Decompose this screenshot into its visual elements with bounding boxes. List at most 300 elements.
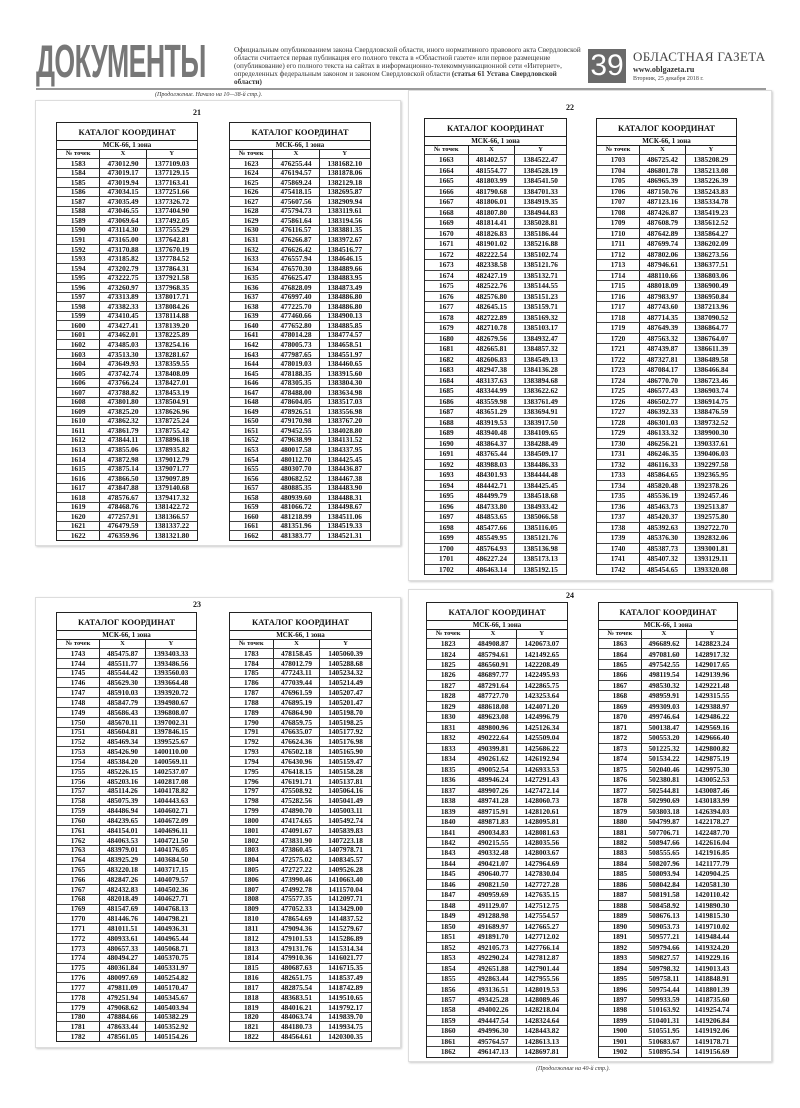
x-coordinate-cell: 489871.83	[470, 817, 516, 826]
y-coordinate-cell: 1427901.44	[524, 963, 560, 973]
y-coordinate-cell: 1405207.47	[328, 688, 363, 698]
y-coordinate-cell: 1418801.39	[694, 984, 730, 994]
x-coordinate-cell: 473019.17	[100, 169, 146, 178]
point-number-cell: 1886	[599, 880, 642, 889]
table-row	[425, 418, 566, 429]
issue-date: Вторник, 25 декабря 2018 г.	[633, 76, 704, 82]
table-row	[597, 544, 736, 555]
x-coordinate-cell: 485511.77	[100, 659, 146, 668]
table-row	[57, 855, 196, 865]
y-coordinate-cell: 1407223.18	[328, 835, 363, 845]
x-coordinate-cell: 483137.63	[469, 376, 516, 386]
table-row	[427, 901, 567, 911]
x-coordinate-cell: 490821.50	[470, 880, 516, 889]
x-coordinate-cell: 481807.80	[469, 208, 516, 218]
table-row	[57, 885, 196, 895]
table-row	[57, 964, 196, 974]
table-row	[57, 188, 197, 198]
coordinate-catalog-table	[229, 122, 371, 541]
x-coordinate-cell: 487642.89	[640, 229, 686, 239]
point-number-cell: 1611	[57, 426, 100, 435]
x-coordinate-cell: 490052.54	[470, 765, 516, 774]
table-row	[57, 1013, 196, 1023]
y-coordinate-cell: 1427512.75	[524, 900, 560, 910]
table-row	[427, 723, 567, 733]
point-number-cell: 1685	[425, 386, 469, 396]
table-row	[425, 365, 566, 376]
point-number-cell: 1616	[57, 474, 100, 483]
point-number-cell: 1746	[57, 678, 100, 687]
y-coordinate-cell: 1422208.49	[524, 660, 560, 670]
point-number-cell: 1882	[599, 838, 642, 847]
point-number-cell: 1668	[425, 208, 469, 218]
table-row	[57, 379, 197, 389]
table-row	[425, 155, 566, 166]
point-number-cell: 1797	[230, 787, 274, 796]
y-coordinate-cell: 1419206.84	[694, 1015, 730, 1025]
x-coordinate-cell: 485407.32	[640, 554, 686, 564]
table-row	[57, 944, 196, 954]
table-row	[425, 239, 566, 250]
x-coordinate-cell: 472575.02	[274, 855, 321, 864]
x-coordinate-cell: 485544.42	[100, 669, 146, 678]
table-row	[57, 708, 196, 718]
x-coordinate-cell: 476479.59	[100, 522, 146, 531]
point-number-cell: 1721	[597, 344, 640, 354]
point-number-cell: 1736	[597, 502, 640, 512]
table-row	[57, 993, 196, 1003]
y-coordinate-cell: 1388476.59	[693, 407, 729, 417]
x-coordinate-cell: 485536.19	[640, 491, 686, 501]
point-number-cell: 1827	[427, 681, 470, 690]
point-number-cell: 1674	[425, 271, 469, 281]
table-row	[230, 245, 370, 255]
x-coordinate-cell: 487563.32	[640, 334, 686, 344]
x-coordinate-cell: 486801.78	[640, 166, 686, 176]
table-row	[427, 649, 567, 659]
point-number-cell: 1888	[599, 901, 642, 910]
point-number-cell: 1724	[597, 376, 640, 386]
table-row	[599, 649, 737, 659]
table-row	[599, 691, 737, 701]
point-number-cell: 1875	[599, 765, 642, 774]
x-coordinate-cell: 509754.44	[642, 984, 688, 993]
y-coordinate-cell: 1404965.44	[153, 933, 189, 943]
x-coordinate-cell: 482222.54	[469, 250, 516, 260]
y-coordinate-cell: 1378359.55	[154, 359, 190, 369]
x-coordinate-cell: 478019.03	[273, 359, 319, 368]
point-number-cell: 1651	[230, 426, 273, 435]
y-coordinate-cell: 1419839.70	[328, 1012, 363, 1022]
y-coordinate-cell: 1405382.29	[153, 1012, 189, 1022]
y-coordinate-cell: 1392722.70	[693, 522, 729, 532]
x-coordinate-cell: 485686.43	[100, 708, 146, 717]
y-coordinate-cell: 1425126.34	[524, 722, 560, 732]
table-row	[230, 688, 371, 698]
x-coordinate-cell: 486463.14	[469, 565, 516, 575]
x-coordinate-cell: 476624.36	[274, 737, 321, 746]
table-row	[57, 806, 196, 816]
table-row	[599, 890, 737, 900]
x-coordinate-cell: 508676.13	[642, 911, 688, 920]
point-number-cell: 1756	[57, 777, 100, 786]
table-row	[57, 264, 197, 274]
x-coordinate-cell: 485820.48	[640, 481, 686, 491]
x-coordinate-cell: 480361.84	[100, 964, 146, 973]
table-row	[427, 817, 567, 827]
point-number-cell: 1607	[57, 388, 100, 397]
point-number-cell: 1707	[597, 197, 640, 207]
x-coordinate-cell: 476828.09	[273, 283, 319, 292]
table-row	[230, 787, 371, 797]
x-coordinate-cell: 483979.01	[100, 846, 146, 855]
x-coordinate-cell: 478604.05	[273, 398, 319, 407]
column-header-y: Y	[168, 639, 174, 647]
table-row	[425, 271, 566, 282]
x-coordinate-cell: 478884.66	[100, 1013, 146, 1022]
table-title: КАТАЛОГ КООРДИНАТ	[599, 603, 737, 621]
y-coordinate-cell: 1383556.98	[327, 406, 363, 416]
x-coordinate-cell: 478576.67	[100, 493, 146, 502]
newspaper-website-link[interactable]: www.oblgazeta.ru	[633, 65, 695, 74]
x-coordinate-cell: 482875.54	[274, 983, 321, 992]
point-number-cell: 1747	[57, 688, 100, 697]
table-row	[425, 229, 566, 240]
y-coordinate-cell: 1378254.16	[154, 340, 190, 350]
x-coordinate-cell: 486246.35	[640, 449, 686, 459]
x-coordinate-cell: 508191.58	[642, 890, 688, 899]
x-coordinate-cell: 487426.87	[640, 208, 686, 218]
table-row	[57, 678, 196, 688]
x-coordinate-cell: 486502.77	[640, 397, 686, 407]
x-coordinate-cell: 491689.97	[470, 922, 516, 931]
point-number-cell: 1808	[230, 895, 274, 904]
y-coordinate-cell: 1429975.30	[694, 764, 730, 774]
point-number-cell: 1633	[230, 254, 273, 263]
table-row	[57, 169, 197, 179]
x-coordinate-cell: 490215.55	[470, 838, 516, 847]
table-row	[597, 418, 736, 429]
y-coordinate-cell: 1381682.10	[327, 158, 363, 168]
table-row	[57, 816, 196, 826]
y-coordinate-cell: 1419254.74	[694, 1005, 730, 1015]
table-row	[230, 350, 370, 360]
point-number-cell: 1601	[57, 331, 100, 340]
y-coordinate-cell: 1384516.77	[327, 244, 363, 254]
y-coordinate-cell: 1404079.57	[153, 874, 189, 884]
x-coordinate-cell: 488018.09	[640, 281, 686, 291]
x-coordinate-cell: 472727.22	[274, 865, 321, 874]
table-row	[427, 796, 567, 806]
y-coordinate-cell: 1429017.65	[694, 660, 730, 670]
table-row	[57, 436, 197, 446]
y-coordinate-cell: 1377968.35	[154, 282, 190, 292]
y-coordinate-cell: 1419710.02	[694, 921, 730, 931]
point-number-cell: 1768	[57, 895, 100, 904]
point-number-cell: 1844	[427, 859, 470, 868]
table-row	[597, 292, 736, 303]
y-coordinate-cell: 1419484.44	[694, 932, 730, 942]
table-row	[230, 522, 370, 532]
y-coordinate-cell: 1429486.22	[694, 712, 730, 722]
x-coordinate-cell: 476859.75	[274, 718, 321, 727]
table-row	[597, 481, 736, 492]
table-row	[57, 983, 196, 993]
point-number-cell: 1645	[230, 369, 273, 378]
point-number-cell: 1672	[425, 250, 469, 260]
point-number-cell: 1613	[57, 445, 100, 454]
point-number-cell: 1771	[57, 924, 100, 933]
x-coordinate-cell: 473222.75	[100, 274, 146, 283]
y-coordinate-cell: 1414837.52	[328, 914, 363, 924]
table-row	[230, 493, 370, 503]
point-number-cell: 1687	[425, 407, 469, 417]
table-row	[599, 754, 737, 764]
point-number-cell: 1757	[57, 787, 100, 796]
table-row	[230, 503, 370, 513]
x-coordinate-cell: 488618.08	[470, 702, 516, 711]
point-number-cell: 1666	[425, 187, 469, 197]
point-number-cell: 1597	[57, 293, 100, 302]
point-number-cell: 1667	[425, 197, 469, 207]
table-row	[597, 502, 736, 513]
point-number-cell: 1629	[230, 216, 273, 225]
table-row	[425, 281, 566, 292]
x-coordinate-cell: 474890.70	[274, 806, 321, 815]
y-coordinate-cell: 1384444.48	[523, 470, 558, 480]
table-row	[230, 254, 370, 264]
y-coordinate-cell: 1385419.23	[693, 207, 729, 217]
x-coordinate-cell: 490261.62	[470, 754, 516, 763]
y-coordinate-cell: 1378427.01	[154, 378, 190, 388]
x-coordinate-cell: 485670.11	[100, 718, 146, 727]
point-number-cell: 1673	[425, 260, 469, 270]
table-header-row	[597, 146, 736, 155]
x-coordinate-cell: 484908.87	[470, 639, 516, 648]
x-coordinate-cell: 498119.54	[642, 670, 688, 679]
x-coordinate-cell: 481547.69	[100, 905, 146, 914]
y-coordinate-cell: 1429221.48	[694, 680, 730, 690]
table-header-row	[427, 630, 567, 639]
x-coordinate-cell: 490399.81	[470, 744, 516, 753]
x-coordinate-cell: 502990.69	[642, 796, 688, 805]
point-number-cell: 1781	[57, 1022, 100, 1031]
point-number-cell: 1726	[597, 397, 640, 407]
table-row	[599, 681, 737, 691]
table-row	[599, 786, 737, 796]
table-row	[425, 544, 566, 555]
table-row	[427, 869, 567, 879]
point-number-cell: 1792	[230, 737, 274, 746]
table-row	[597, 533, 736, 544]
point-number-cell: 1683	[425, 365, 469, 375]
x-coordinate-cell: 483651.29	[469, 407, 516, 417]
table-row	[427, 943, 567, 953]
y-coordinate-cell: 1404721.50	[153, 835, 189, 845]
table-row	[57, 718, 196, 728]
point-number-cell: 1877	[599, 786, 642, 795]
x-coordinate-cell: 510683.67	[642, 1037, 688, 1046]
y-coordinate-cell: 1405201.47	[328, 697, 363, 707]
point-number-cell: 1845	[427, 869, 470, 878]
point-number-cell: 1821	[230, 1022, 274, 1031]
table-row	[230, 895, 371, 905]
point-number-cell: 1868	[599, 691, 642, 700]
y-coordinate-cell: 1384486.33	[523, 459, 558, 469]
y-coordinate-cell: 1384933.42	[523, 501, 558, 511]
x-coordinate-cell: 473202.79	[100, 264, 146, 273]
point-number-cell: 1656	[230, 474, 273, 483]
table-row	[597, 208, 736, 219]
point-number-cell: 1801	[230, 826, 274, 835]
y-coordinate-cell: 1384498.67	[327, 502, 363, 512]
table-row	[599, 974, 737, 984]
point-number-cell: 1640	[230, 321, 273, 330]
point-number-cell: 1884	[599, 859, 642, 868]
y-coordinate-cell: 1377326.72	[154, 196, 190, 206]
column-header-x: X	[642, 630, 688, 638]
table-row	[230, 846, 371, 856]
x-coordinate-cell: 480112.70	[273, 455, 319, 464]
y-coordinate-cell: 1400110.00	[153, 747, 189, 757]
y-coordinate-cell: 1384467.38	[327, 473, 363, 483]
table-row	[599, 838, 737, 848]
table-row	[57, 522, 197, 532]
point-number-cell: 1586	[57, 188, 100, 197]
point-number-cell: 1793	[230, 747, 274, 756]
x-coordinate-cell: 474992.78	[274, 885, 321, 894]
point-number-cell: 1773	[57, 944, 100, 953]
x-coordinate-cell: 485475.87	[100, 649, 146, 658]
table-row	[57, 669, 196, 679]
y-coordinate-cell: 1427635.15	[524, 890, 560, 900]
x-coordinate-cell: 486133.32	[640, 428, 686, 438]
x-coordinate-cell: 481011.51	[100, 924, 146, 933]
y-coordinate-cell: 1427964.69	[524, 858, 560, 868]
table-row	[597, 155, 736, 166]
table-row	[230, 885, 371, 895]
x-coordinate-cell: 487084.17	[640, 365, 686, 375]
y-coordinate-cell: 1429875.19	[694, 754, 730, 764]
x-coordinate-cell: 488110.66	[640, 271, 686, 281]
column-header-number: № точек	[427, 630, 470, 638]
y-coordinate-cell: 1385186.44	[523, 228, 558, 238]
table-row	[230, 379, 370, 389]
x-coordinate-cell: 476266.87	[273, 235, 319, 244]
y-coordinate-cell: 1387213.96	[693, 302, 729, 312]
table-row	[425, 292, 566, 303]
y-coordinate-cell: 1384425.45	[523, 480, 558, 490]
y-coordinate-cell: 1419792.17	[328, 1002, 363, 1012]
point-number-cell: 1690	[425, 439, 469, 449]
x-coordinate-cell: 508947.66	[642, 838, 688, 847]
point-number-cell: 1705	[597, 176, 640, 186]
table-row	[427, 807, 567, 817]
point-number-cell: 1680	[425, 334, 469, 344]
x-coordinate-cell: 482947.38	[469, 365, 516, 375]
x-coordinate-cell: 489741.28	[470, 796, 516, 805]
y-coordinate-cell: 1378626.96	[154, 406, 190, 416]
point-number-cell: 1813	[230, 944, 274, 953]
table-row	[597, 166, 736, 177]
x-coordinate-cell: 508207.96	[642, 859, 688, 868]
x-coordinate-cell: 476961.59	[274, 688, 321, 697]
x-coordinate-cell: 476864.90	[274, 708, 321, 717]
x-coordinate-cell: 499746.64	[642, 712, 688, 721]
table-row	[425, 470, 566, 481]
y-coordinate-cell: 1381366.57	[154, 511, 190, 521]
y-coordinate-cell: 1377784.52	[154, 254, 190, 264]
table-row	[597, 407, 736, 418]
y-coordinate-cell: 1419013.43	[694, 963, 730, 973]
point-number-cell: 1800	[230, 816, 274, 825]
x-coordinate-cell: 486256.21	[640, 439, 686, 449]
y-coordinate-cell: 1385192.15	[523, 564, 558, 574]
point-number-cell: 1603	[57, 350, 100, 359]
point-number-cell: 1596	[57, 283, 100, 292]
point-number-cell: 1779	[57, 1003, 100, 1012]
point-number-cell: 1811	[230, 924, 274, 933]
x-coordinate-cell: 485549.95	[469, 533, 516, 543]
point-number-cell: 1711	[597, 239, 640, 249]
point-number-cell: 1704	[597, 166, 640, 176]
point-number-cell: 1872	[599, 733, 642, 742]
y-coordinate-cell: 1427727.28	[524, 879, 560, 889]
table-row	[57, 649, 196, 659]
point-number-cell: 1741	[597, 554, 640, 564]
y-coordinate-cell: 1385243.83	[693, 186, 729, 196]
point-number-cell: 1851	[427, 932, 470, 941]
y-coordinate-cell: 1384425.45	[327, 454, 363, 464]
y-coordinate-cell: 1404672.09	[153, 815, 189, 825]
point-number-cell: 1592	[57, 245, 100, 254]
table-row	[57, 474, 197, 484]
x-coordinate-cell: 480933.61	[100, 934, 146, 943]
x-coordinate-cell: 483919.53	[469, 418, 516, 428]
y-coordinate-cell: 1419178.71	[694, 1036, 730, 1046]
x-coordinate-cell: 484239.65	[100, 816, 146, 825]
x-coordinate-cell: 484442.71	[469, 481, 516, 491]
x-coordinate-cell: 476625.47	[273, 274, 319, 283]
point-number-cell: 1776	[57, 973, 100, 982]
table-row	[425, 176, 566, 187]
table-row	[57, 895, 196, 905]
point-number-cell: 1794	[230, 757, 274, 766]
point-number-cell: 1679	[425, 323, 469, 333]
point-number-cell: 1876	[599, 775, 642, 784]
y-coordinate-cell: 1405159.47	[328, 756, 363, 766]
table-row	[57, 359, 197, 369]
document-page-number: 22	[566, 103, 574, 112]
y-coordinate-cell: 1405064.16	[328, 786, 363, 796]
table-header-row	[57, 640, 196, 649]
y-coordinate-cell: 1404178.82	[153, 786, 189, 796]
column-header-number: № точек	[57, 640, 100, 648]
y-coordinate-cell: 1379012.79	[154, 454, 190, 464]
table-row	[425, 323, 566, 334]
coordinate-catalog-table	[229, 612, 372, 1042]
y-coordinate-cell: 1405288.68	[328, 658, 363, 668]
table-row	[597, 491, 736, 502]
y-coordinate-cell: 1428218.04	[524, 1005, 560, 1015]
y-coordinate-cell: 1429139.96	[694, 670, 730, 680]
y-coordinate-cell: 1385151.23	[523, 291, 558, 301]
point-number-cell: 1899	[599, 1016, 642, 1025]
x-coordinate-cell: 484180.73	[274, 1022, 321, 1031]
y-coordinate-cell: 1382129.18	[327, 177, 363, 187]
column-header-x: X	[469, 146, 516, 154]
point-number-cell: 1745	[57, 669, 100, 678]
